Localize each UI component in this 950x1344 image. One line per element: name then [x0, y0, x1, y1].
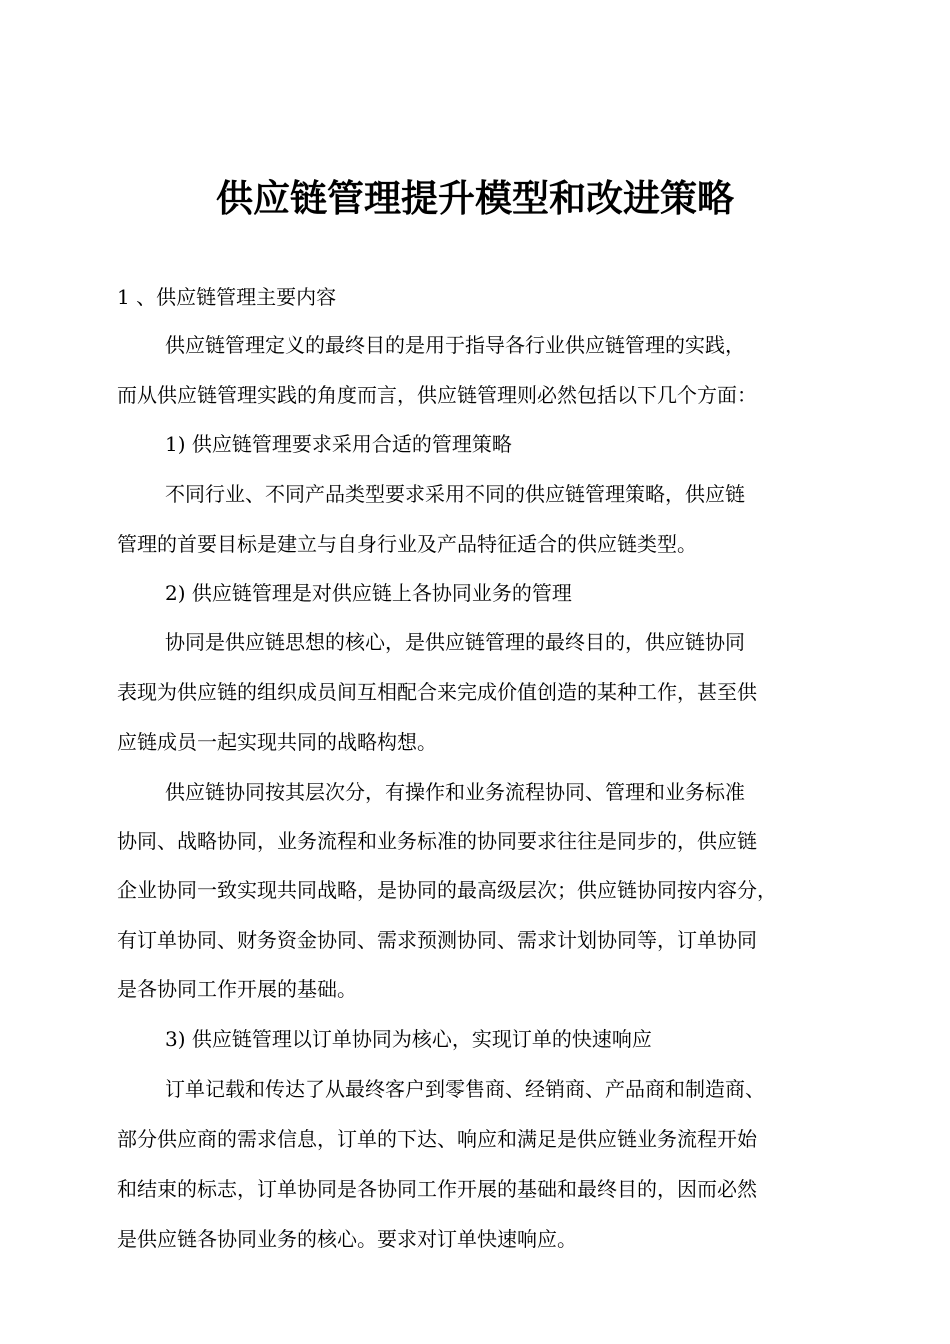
- paragraph-line: 企业协同一致实现共同战略，是协同的最高级层次；供应链协同按内容分，: [117, 878, 777, 902]
- subheading: 1) 供应链管理要求采用合适的管理策略: [165, 432, 512, 456]
- paragraph-line: 协同是供应链思想的核心，是供应链管理的最终目的，供应链协同: [165, 630, 745, 654]
- paragraph-line: 而从供应链管理实践的角度而言，供应链管理则必然包括以下几个方面：: [117, 383, 757, 407]
- paragraph-line: 供应链协同按其层次分，有操作和业务流程协同、管理和业务标准: [165, 780, 745, 804]
- paragraph-line: 订单记载和传达了从最终客户到零售商、经销商、产品商和制造商、: [165, 1077, 765, 1101]
- paragraph-line: 是各协同工作开展的基础。: [117, 977, 357, 1001]
- paragraph-line: 管理的首要目标是建立与自身行业及产品特征适合的供应链类型。: [117, 532, 697, 556]
- subheading: 3) 供应链管理以订单协同为核心，实现订单的快速响应: [165, 1027, 652, 1051]
- paragraph-line: 应链成员一起实现共同的战略构想。: [117, 730, 437, 754]
- paragraph-line: 不同行业、不同产品类型要求采用不同的供应链管理策略，供应链: [165, 482, 745, 506]
- section-heading: 1 、供应链管理主要内容: [117, 285, 337, 309]
- paragraph-line: 协同、战略协同，业务流程和业务标准的协同要求往往是同步的，供应链: [117, 829, 757, 853]
- paragraph-line: 是供应链各协同业务的核心。要求对订单快速响应。: [117, 1227, 577, 1251]
- paragraph-line: 表现为供应链的组织成员间互相配合来完成价值创造的某种工作，甚至供: [117, 680, 757, 704]
- paragraph-line: 有订单协同、财务资金协同、需求预测协同、需求计划协同等，订单协同: [117, 928, 757, 952]
- paragraph-line: 部分供应商的需求信息，订单的下达、响应和满足是供应链业务流程开始: [117, 1127, 757, 1151]
- paragraph-line: 供应链管理定义的最终目的是用于指导各行业供应链管理的实践，: [165, 333, 745, 357]
- document-title: 供应链管理提升模型和改进策略: [216, 176, 734, 220]
- paragraph-line: 和结束的标志，订单协同是各协同工作开展的基础和最终目的，因而必然: [117, 1177, 757, 1201]
- subheading: 2) 供应链管理是对供应链上各协同业务的管理: [165, 581, 572, 605]
